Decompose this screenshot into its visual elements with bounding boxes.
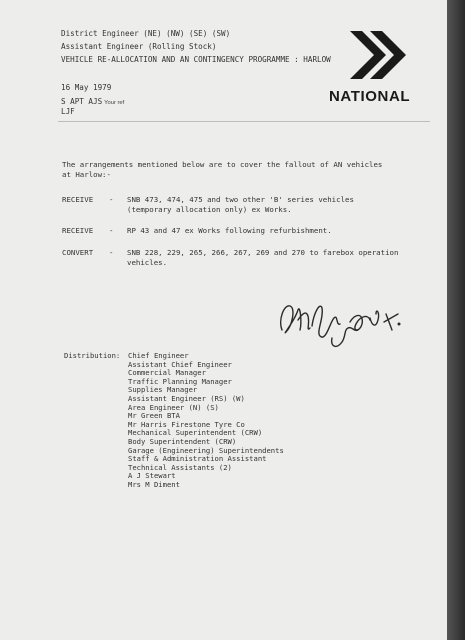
list-item: Supplies Manager (128, 385, 198, 395)
distribution-list (128, 352, 284, 490)
action-item-dash: - (109, 195, 114, 204)
intro-line-1: The arrangements mentioned below are to cover the fallout of AN vehicles (62, 160, 383, 169)
action-item-label: CONVERT (62, 248, 94, 257)
action-item-text (127, 226, 332, 236)
our-ref-text: S APT AJS (61, 97, 103, 106)
action-item-dash: - (109, 248, 114, 257)
action-item-line-1: SNB 473, 474, 475 and two other 'B' series vehicles (127, 195, 354, 204)
action-item-label: RECEIVE (62, 226, 94, 235)
action-item-line-2: vehicles. (127, 257, 168, 267)
action-item-text (127, 195, 354, 214)
handwritten-signature (272, 292, 402, 354)
list-item: A J Stewart (128, 471, 176, 481)
company-logo-text: NATIONAL (329, 88, 411, 105)
action-item-line-2: (temporary allocation only) ex Works. (127, 204, 292, 214)
action-item-dash: - (109, 226, 114, 235)
list-item: Assistant Chief Engineer (128, 359, 232, 369)
action-item-line-1: SNB 228, 229, 265, 266, 267, 269 and 270 to farebox operation (127, 248, 399, 257)
your-ref-label: Your ref (104, 100, 125, 106)
intro-line-2: at Harlow:- (62, 169, 111, 179)
distribution-label: Distribution: (64, 351, 121, 360)
date-value: 16 May 1979 (61, 83, 112, 92)
list-item: Mechanical Superintendent (CRW) (128, 428, 263, 438)
header-divider (58, 121, 430, 122)
subject-value: VEHICLE RE-ALLOCATION AND AN CONTINGENCY PROGRAMME : HARLOW (61, 55, 331, 64)
list-item: Mr Harris Firestone Tyre Co (128, 419, 245, 429)
action-item-line-1: RP 43 and 47 ex Works following refurbishment. (127, 226, 332, 235)
list-item: Mr Green BTA (128, 411, 180, 421)
from-value: Assistant Engineer (Rolling Stock) (61, 42, 217, 51)
list-item: Staff & Administration Assistant (128, 454, 267, 464)
list-item: Commercial Manager (128, 368, 206, 378)
list-item: Body Superintendent (CRW) (128, 436, 237, 446)
list-item: Assistant Engineer (RS) (W) (128, 393, 245, 403)
action-item-label: RECEIVE (62, 195, 94, 204)
list-item: Chief Engineer (128, 351, 189, 360)
list-item: Mrs M Diment (128, 479, 180, 489)
action-item-text (127, 248, 398, 267)
intro-paragraph (62, 160, 382, 179)
to-value: District Engineer (NE) (NW) (SE) (SW) (61, 29, 231, 38)
binding-edge (447, 0, 465, 640)
list-item: Traffic Planning Manager (128, 376, 232, 386)
double-chevron-arrow-icon (350, 27, 412, 83)
list-item: Garage (Engineering) Superintendents (128, 445, 284, 455)
list-item: Technical Assistants (2) (128, 462, 232, 472)
ref-line2: LJF (61, 107, 75, 116)
list-item: Area Engineer (N) (S) (128, 402, 219, 412)
